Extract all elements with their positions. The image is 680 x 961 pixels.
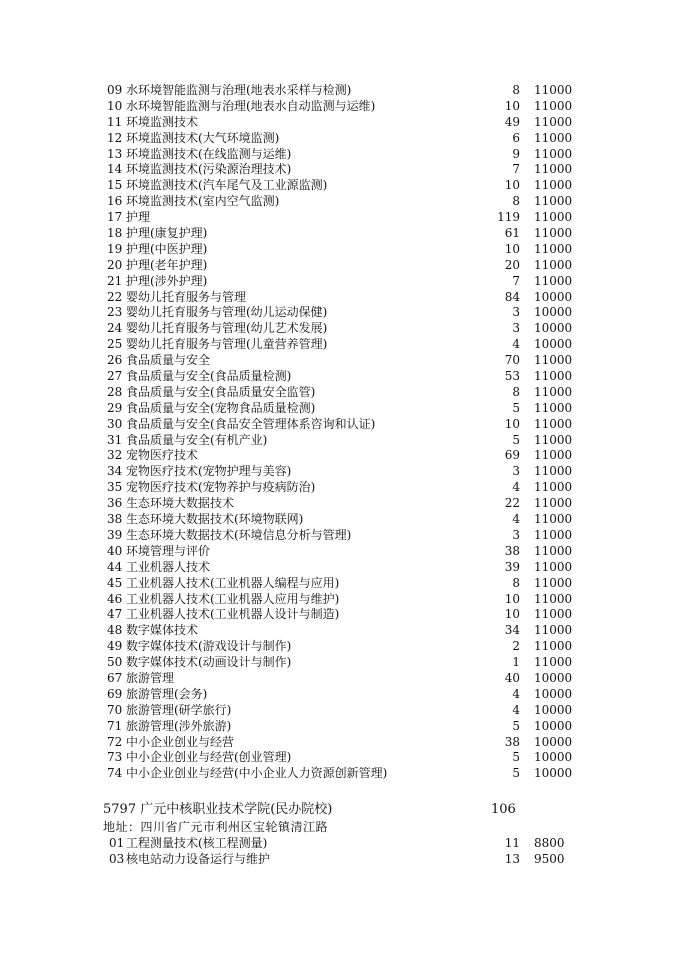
enrollment-count: 38 bbox=[504, 543, 520, 558]
tuition-fee: 11000 bbox=[534, 178, 573, 193]
tuition-fee: 10000 bbox=[534, 750, 573, 765]
enrollment-count: 20 bbox=[504, 257, 520, 272]
tuition-fee: 11000 bbox=[534, 98, 573, 113]
table-row bbox=[0, 750, 680, 766]
tuition-fee: 11000 bbox=[534, 384, 573, 399]
table-row bbox=[0, 851, 680, 867]
enrollment-count: 4 bbox=[512, 702, 520, 717]
major-name: 环境监测技术(汽车尾气及工业源监测) bbox=[126, 178, 328, 193]
table-row bbox=[0, 83, 680, 99]
enrollment-count: 3 bbox=[512, 305, 520, 320]
enrollment-count: 22 bbox=[504, 496, 520, 511]
enrollment-count: 10 bbox=[504, 607, 520, 622]
enrollment-count: 10 bbox=[504, 241, 520, 256]
enrollment-count: 8 bbox=[512, 575, 520, 590]
enrollment-count: 61 bbox=[504, 226, 520, 241]
table-row bbox=[0, 496, 680, 512]
enrollment-count: 10 bbox=[504, 178, 520, 193]
major-code: 10 bbox=[107, 98, 123, 113]
major-name: 旅游管理 bbox=[126, 670, 175, 685]
enrollment-count: 53 bbox=[504, 369, 520, 384]
tuition-fee: 10000 bbox=[534, 289, 573, 304]
major-code: 26 bbox=[107, 353, 123, 368]
major-code: 30 bbox=[107, 416, 123, 431]
major-code: 09 bbox=[107, 83, 123, 97]
major-name: 水环境智能监测与治理(地表水自动监测与运维) bbox=[126, 98, 376, 113]
major-code: 13 bbox=[107, 146, 123, 161]
tuition-fee: 10000 bbox=[534, 321, 573, 336]
major-name: 食品质量与安全(食品质量安全监管) bbox=[126, 384, 316, 399]
major-name: 护理 bbox=[126, 210, 151, 225]
tuition-fee: 10000 bbox=[534, 734, 573, 749]
major-name: 中小企业创业与经营 bbox=[126, 734, 235, 749]
major-name: 宠物医疗技术(宠物护理与美容) bbox=[126, 464, 292, 479]
major-name: 工程测量技术(核工程测量) bbox=[126, 836, 268, 850]
enrollment-count: 8 bbox=[512, 384, 520, 399]
major-name: 护理(中医护理) bbox=[126, 241, 208, 256]
tuition-fee: 11000 bbox=[534, 130, 573, 145]
tuition-fee: 11000 bbox=[534, 639, 573, 654]
major-name: 旅游管理(涉外旅游) bbox=[126, 718, 232, 733]
table-row bbox=[0, 766, 680, 782]
enrollment-count: 1 bbox=[512, 655, 520, 670]
tuition-fee: 11000 bbox=[534, 496, 573, 511]
tuition-fee: 11000 bbox=[534, 257, 573, 272]
enrollment-count: 11 bbox=[504, 836, 520, 850]
tuition-fee: 11000 bbox=[534, 369, 573, 384]
table-row bbox=[0, 258, 680, 274]
school-name: 5797 广元中核职业技术学院(民办院校) bbox=[103, 802, 333, 817]
major-code: 29 bbox=[107, 400, 123, 415]
major-name: 中小企业创业与经营(创业管理) bbox=[126, 750, 292, 765]
tuition-fee: 11000 bbox=[534, 162, 573, 177]
major-name: 宠物医疗技术 bbox=[126, 448, 199, 463]
major-list bbox=[0, 83, 680, 782]
table-row bbox=[0, 703, 680, 719]
table-row bbox=[0, 464, 680, 480]
tuition-fee: 11000 bbox=[534, 575, 573, 590]
table-row bbox=[0, 305, 680, 321]
enrollment-count: 5 bbox=[512, 432, 520, 447]
major-name: 生态环境大数据技术 bbox=[126, 496, 235, 511]
tuition-fee: 10000 bbox=[534, 305, 573, 320]
enrollment-count: 10 bbox=[504, 98, 520, 113]
major-code: 70 bbox=[107, 702, 123, 717]
major-code: 25 bbox=[107, 337, 123, 352]
major-code: 38 bbox=[107, 512, 123, 527]
table-row bbox=[0, 147, 680, 163]
table-row bbox=[0, 528, 680, 544]
major-code: 16 bbox=[107, 194, 123, 209]
table-row bbox=[0, 337, 680, 353]
major-code: 31 bbox=[107, 432, 123, 447]
table-row bbox=[0, 131, 680, 147]
enrollment-count: 4 bbox=[512, 480, 520, 495]
tuition-fee: 11000 bbox=[534, 464, 573, 479]
major-name: 护理(涉外护理) bbox=[126, 273, 208, 288]
tuition-fee: 11000 bbox=[534, 607, 573, 622]
major-name: 婴幼儿托育服务与管理(儿童营养管理) bbox=[126, 337, 328, 352]
major-name: 中小企业创业与经营(中小企业人力资源创新管理) bbox=[126, 766, 388, 781]
table-row bbox=[0, 115, 680, 131]
table-row bbox=[0, 274, 680, 290]
major-code: 32 bbox=[107, 448, 123, 463]
major-name: 旅游管理(研学旅行) bbox=[126, 702, 232, 717]
major-name: 护理(康复护理) bbox=[126, 226, 208, 241]
major-code: 03 bbox=[109, 852, 125, 866]
enrollment-count: 4 bbox=[512, 512, 520, 527]
major-name: 环境监测技术 bbox=[126, 114, 199, 129]
major-code: 35 bbox=[107, 480, 123, 495]
major-code: 28 bbox=[107, 384, 123, 399]
table-row bbox=[0, 576, 680, 592]
table-row bbox=[0, 719, 680, 735]
enrollment-count: 69 bbox=[504, 448, 520, 463]
major-name: 环境管理与评价 bbox=[126, 543, 211, 558]
enrollment-count: 10 bbox=[504, 416, 520, 431]
table-row bbox=[0, 417, 680, 433]
major-code: 50 bbox=[107, 655, 123, 670]
tuition-fee: 11000 bbox=[534, 591, 573, 606]
enrollment-count: 4 bbox=[512, 337, 520, 352]
tuition-fee: 11000 bbox=[534, 400, 573, 415]
tuition-fee: 11000 bbox=[534, 210, 573, 225]
major-code: 21 bbox=[107, 273, 123, 288]
enrollment-count: 8 bbox=[512, 83, 520, 97]
tuition-fee: 10000 bbox=[534, 337, 573, 352]
table-row bbox=[0, 99, 680, 115]
major-name: 食品质量与安全(食品质量检测) bbox=[126, 369, 292, 384]
enrollment-count: 5 bbox=[512, 750, 520, 765]
enrollment-count: 84 bbox=[504, 289, 520, 304]
major-name: 环境监测技术(大气环境监测) bbox=[126, 130, 280, 145]
tuition-fee: 11000 bbox=[534, 353, 573, 368]
tuition-fee: 11000 bbox=[534, 114, 573, 129]
enrollment-count: 38 bbox=[504, 734, 520, 749]
major-code: 44 bbox=[107, 559, 123, 574]
school-address: 地址：四川省广元市利州区宝轮镇清江路 bbox=[103, 820, 329, 834]
major-name: 工业机器人技术 bbox=[126, 559, 211, 574]
major-name: 婴幼儿托育服务与管理 bbox=[126, 289, 247, 304]
table-row bbox=[0, 544, 680, 560]
table-row bbox=[0, 735, 680, 751]
tuition-fee: 11000 bbox=[534, 273, 573, 288]
table-row bbox=[0, 401, 680, 417]
major-code: 74 bbox=[107, 766, 123, 781]
major-code: 39 bbox=[107, 527, 123, 542]
enrollment-count: 9 bbox=[512, 146, 520, 161]
major-code: 20 bbox=[107, 257, 123, 272]
enrollment-count: 119 bbox=[497, 210, 520, 225]
major-code: 19 bbox=[107, 241, 123, 256]
major-name: 数字媒体技术 bbox=[126, 623, 199, 638]
major-name: 婴幼儿托育服务与管理(幼儿运动保健) bbox=[126, 305, 328, 320]
table-row bbox=[0, 162, 680, 178]
enrollment-count: 39 bbox=[504, 559, 520, 574]
major-code: 40 bbox=[107, 543, 123, 558]
tuition-fee: 11000 bbox=[534, 226, 573, 241]
major-code: 72 bbox=[107, 734, 123, 749]
tuition-fee: 8800 bbox=[534, 836, 565, 850]
tuition-fee: 11000 bbox=[534, 512, 573, 527]
tuition-fee: 11000 bbox=[534, 241, 573, 256]
major-code: 36 bbox=[107, 496, 123, 511]
enrollment-count: 6 bbox=[512, 130, 520, 145]
major-name: 食品质量与安全(有机产业) bbox=[126, 432, 268, 447]
table-row bbox=[0, 242, 680, 258]
table-row bbox=[0, 623, 680, 639]
table-row bbox=[0, 290, 680, 306]
enrollment-count: 3 bbox=[512, 527, 520, 542]
enrollment-count: 5 bbox=[512, 400, 520, 415]
major-name: 婴幼儿托育服务与管理(幼儿艺术发展) bbox=[126, 321, 328, 336]
major-name: 旅游管理(会务) bbox=[126, 686, 208, 701]
tuition-fee: 11000 bbox=[534, 432, 573, 447]
school-header bbox=[0, 801, 680, 819]
major-name: 生态环境大数据技术(环境信息分析与管理) bbox=[126, 527, 352, 542]
major-code: 14 bbox=[107, 162, 123, 177]
enrollment-count: 10 bbox=[504, 591, 520, 606]
major-code: 11 bbox=[107, 114, 123, 129]
major-name: 食品质量与安全(食品安全管理体系咨询和认证) bbox=[126, 416, 376, 431]
major-name: 环境监测技术(在线监测与运维) bbox=[126, 146, 292, 161]
major-code: 47 bbox=[107, 607, 123, 622]
tuition-fee: 11000 bbox=[534, 146, 573, 161]
tuition-fee: 11000 bbox=[534, 527, 573, 542]
tuition-fee: 11000 bbox=[534, 194, 573, 209]
school-count: 106 bbox=[491, 802, 516, 817]
major-code: 23 bbox=[107, 305, 123, 320]
enrollment-count: 3 bbox=[512, 464, 520, 479]
major-name: 食品质量与安全(宠物食品质量检测) bbox=[126, 400, 316, 415]
major-code: 67 bbox=[107, 670, 123, 685]
enrollment-count: 13 bbox=[504, 852, 520, 866]
major-name: 水环境智能监测与治理(地表水采样与检测) bbox=[126, 83, 352, 97]
table-row bbox=[0, 385, 680, 401]
major-code: 27 bbox=[107, 369, 123, 384]
major-code: 69 bbox=[107, 686, 123, 701]
major-code: 73 bbox=[107, 750, 123, 765]
enrollment-count: 2 bbox=[512, 639, 520, 654]
tuition-fee: 10000 bbox=[534, 686, 573, 701]
school-major-list bbox=[0, 835, 680, 867]
tuition-fee: 11000 bbox=[534, 416, 573, 431]
major-name: 环境监测技术(室内空气监测) bbox=[126, 194, 280, 209]
tuition-fee: 11000 bbox=[534, 480, 573, 495]
table-row bbox=[0, 194, 680, 210]
enrollment-count: 49 bbox=[504, 114, 520, 129]
tuition-fee: 11000 bbox=[534, 448, 573, 463]
major-code: 48 bbox=[107, 623, 123, 638]
table-row bbox=[0, 210, 680, 226]
major-code: 24 bbox=[107, 321, 123, 336]
table-row bbox=[0, 592, 680, 608]
major-code: 34 bbox=[107, 464, 123, 479]
table-row bbox=[0, 480, 680, 496]
major-name: 食品质量与安全 bbox=[126, 353, 211, 368]
major-name: 环境监测技术(污染源治理技术) bbox=[126, 162, 292, 177]
tuition-fee: 10000 bbox=[534, 702, 573, 717]
enrollment-count: 70 bbox=[504, 353, 520, 368]
enrollment-count: 5 bbox=[512, 766, 520, 781]
tuition-fee: 11000 bbox=[534, 83, 573, 97]
table-row bbox=[0, 448, 680, 464]
major-name: 数字媒体技术(动画设计与制作) bbox=[126, 655, 292, 670]
enrollment-count: 7 bbox=[512, 273, 520, 288]
major-code: 71 bbox=[107, 718, 123, 733]
table-row bbox=[0, 321, 680, 337]
enrollment-count: 5 bbox=[512, 718, 520, 733]
major-code: 46 bbox=[107, 591, 123, 606]
major-name: 宠物医疗技术(宠物养护与疫病防治) bbox=[126, 480, 316, 495]
major-name: 数字媒体技术(游戏设计与制作) bbox=[126, 639, 292, 654]
enrollment-count: 3 bbox=[512, 321, 520, 336]
major-code: 17 bbox=[107, 210, 123, 225]
tuition-fee: 10000 bbox=[534, 766, 573, 781]
table-row bbox=[0, 433, 680, 449]
tuition-fee: 9500 bbox=[534, 852, 565, 866]
table-row bbox=[0, 512, 680, 528]
major-name: 工业机器人技术(工业机器人设计与制造) bbox=[126, 607, 340, 622]
table-row bbox=[0, 369, 680, 385]
major-name: 核电站动力设备运行与维护 bbox=[126, 852, 271, 866]
major-code: 22 bbox=[107, 289, 123, 304]
tuition-fee: 11000 bbox=[534, 623, 573, 638]
enrollment-count: 40 bbox=[504, 670, 520, 685]
table-row bbox=[0, 639, 680, 655]
table-row bbox=[0, 671, 680, 687]
major-code: 45 bbox=[107, 575, 123, 590]
enrollment-count: 7 bbox=[512, 162, 520, 177]
major-code: 18 bbox=[107, 226, 123, 241]
table-row bbox=[0, 655, 680, 671]
table-row bbox=[0, 353, 680, 369]
tuition-fee: 10000 bbox=[534, 718, 573, 733]
enrollment-count: 8 bbox=[512, 194, 520, 209]
table-row bbox=[0, 835, 680, 851]
table-row bbox=[0, 687, 680, 703]
major-code: 12 bbox=[107, 130, 123, 145]
major-name: 生态环境大数据技术(环境物联网) bbox=[126, 512, 304, 527]
table-row bbox=[0, 226, 680, 242]
major-code: 15 bbox=[107, 178, 123, 193]
enrollment-count: 34 bbox=[504, 623, 520, 638]
tuition-fee: 11000 bbox=[534, 559, 573, 574]
table-row bbox=[0, 178, 680, 194]
enrollment-count: 4 bbox=[512, 686, 520, 701]
major-name: 工业机器人技术(工业机器人应用与维护) bbox=[126, 591, 340, 606]
major-code: 01 bbox=[109, 836, 125, 850]
tuition-fee: 11000 bbox=[534, 655, 573, 670]
table-row bbox=[0, 560, 680, 576]
tuition-fee: 11000 bbox=[534, 543, 573, 558]
major-code: 49 bbox=[107, 639, 123, 654]
tuition-fee: 10000 bbox=[534, 670, 573, 685]
major-name: 工业机器人技术(工业机器人编程与应用) bbox=[126, 575, 340, 590]
table-row bbox=[0, 607, 680, 623]
major-name: 护理(老年护理) bbox=[126, 257, 208, 272]
